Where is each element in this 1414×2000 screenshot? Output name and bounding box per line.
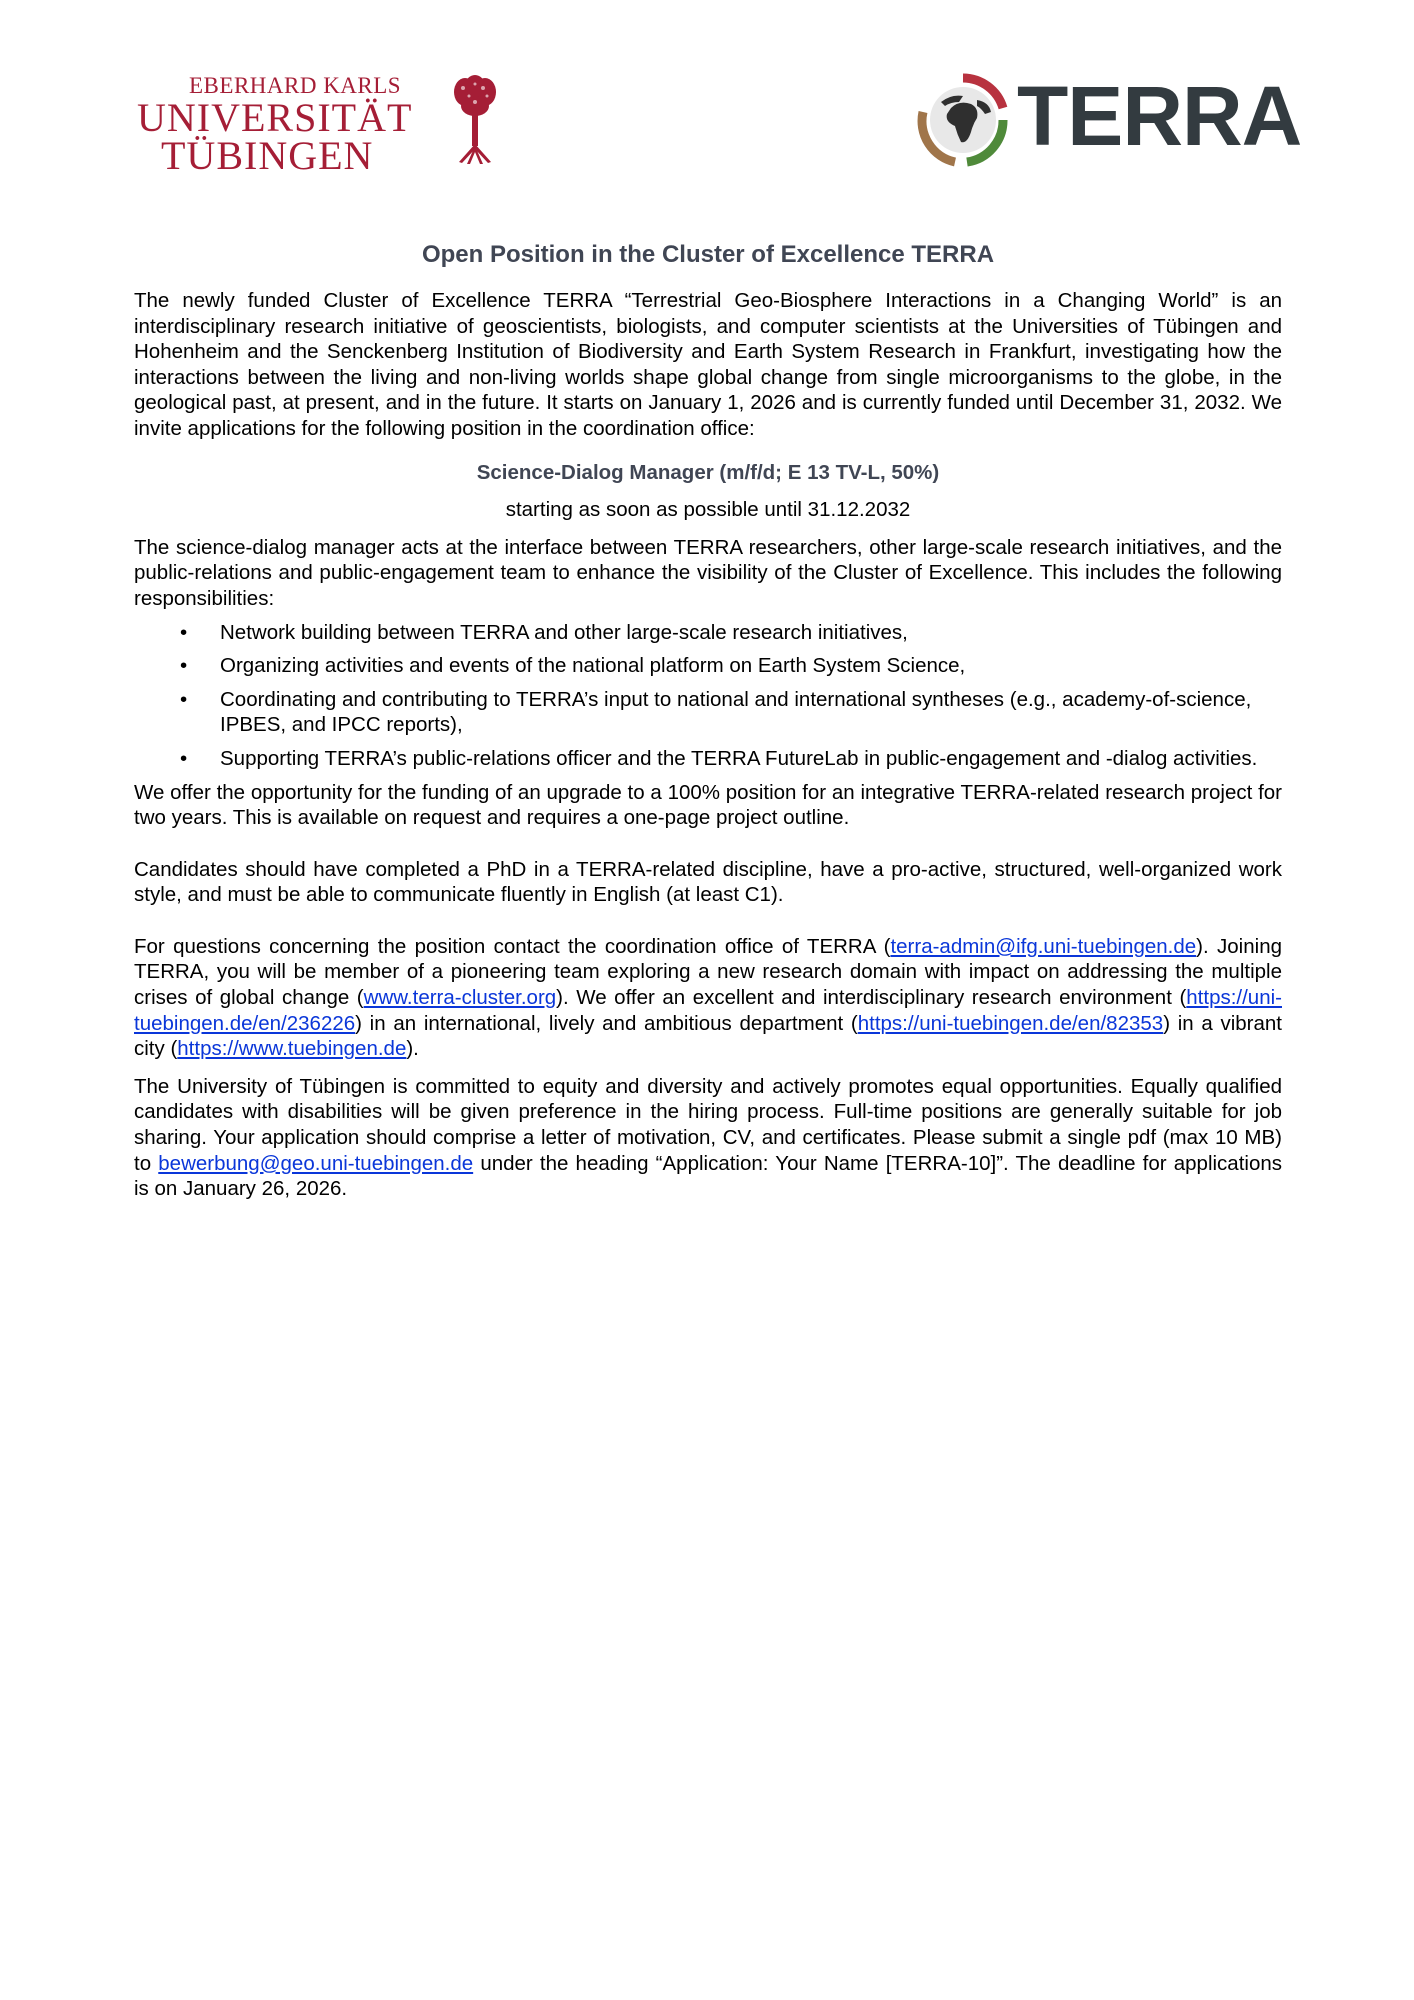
offer-paragraph: We offer the opportunity for the funding of an upgrade to a 100% position for an integrative TERRA-related research project for two years. This is available on request and requires a one-page project outline. xyxy=(134,780,1282,830)
contact-text: For questions concerning the position contact the coordination office of TERRA ( xyxy=(134,934,891,958)
job-posting xyxy=(134,240,1282,1202)
position-title: Science-Dialog Manager (m/f/d; E 13 TV-L, 50%) xyxy=(476,460,940,484)
terra-wordmark: TERRA xyxy=(1017,69,1302,163)
list-item-text: Network building between TERRA and other large-scale research initiatives, xyxy=(220,620,908,644)
list-item-text: Organizing activities and events of the national platform on Earth System Science, xyxy=(220,654,966,678)
research-environment-link[interactable]: https://uni-tuebingen.de/en/236226 xyxy=(134,986,1282,1035)
list-item-text: Coordinating and contributing to TERRA’s input to national and international syntheses (e.g., academy-of-science, IPBES, and IPCC reports), xyxy=(220,687,1252,737)
contact-text: ). Joining TERRA, you will be member of a pioneering team exploring a new research domain with impact on addressing the multiple crises of global change ( xyxy=(134,934,1282,1010)
contact-text: ) in a vibrant city ( xyxy=(134,1011,1282,1061)
contact-text: ). We offer an excellent and interdisciplinary research environment ( xyxy=(556,986,1187,1010)
contact-text: ) in an international, lively and ambitious department ( xyxy=(355,1011,858,1035)
contact-email-link[interactable]: terra-admin@ifg.uni-tuebingen.de xyxy=(890,934,1197,958)
list-item xyxy=(134,653,1282,679)
list-item xyxy=(134,687,1282,738)
bullet-icon: • xyxy=(180,654,188,678)
university-logo-line2: UNIVERSITÄT xyxy=(137,95,413,140)
city-link[interactable]: https://www.tuebingen.de xyxy=(177,1037,407,1061)
closing-text: The University of Tübingen is committed to equity and diversity and actively promotes equal opportunities. Equally qualified candidates with disabilities will be given preference in the hiring process. Full-time positions are generally suitable for job sharing. Your application should comprise a letter of motivation, CV, and certificates. Please submit a single pdf (max 10 MB) to xyxy=(134,1074,1282,1175)
intro-paragraph: The newly funded Cluster of Excellence TERRA “Terrestrial Geo-Biosphere Interactions in a Changing World” is an interdisciplinary research initiative of geoscientists, biologists, and computer scientists at the Universities of Tübingen and Hohenheim and the Senckenberg Institution of Biodiversity and Earth System Research in Frankfurt, investigating how the interactions between the living and non-living worlds shape global change from single microorganisms to the globe, in the geological past, at present, and in the future. It starts on January 1, 2026 and is currently funded until December 31, 2032. We invite applications for the following position in the coordination office: xyxy=(134,289,1282,440)
cluster-website-link[interactable]: www.terra-cluster.org xyxy=(363,986,557,1010)
list-item xyxy=(134,620,1282,646)
university-logo xyxy=(137,62,507,178)
page-title: Open Position in the Cluster of Excellence TERRA xyxy=(421,241,995,268)
university-logo-line1: EBERHARD KARLS xyxy=(189,73,402,98)
bullet-icon: • xyxy=(180,687,188,711)
tree-icon xyxy=(453,74,497,166)
terra-logo xyxy=(915,69,1302,172)
application-email-link[interactable]: bewerbung@geo.uni-tuebingen.de xyxy=(158,1151,474,1175)
bullet-icon: • xyxy=(180,620,188,644)
responsibilities-list xyxy=(134,620,1282,772)
requirements-paragraph: Candidates should have completed a PhD in a TERRA-related discipline, have a pro-active, structured, well-organized work style, and must be able to communicate fluently in English (at least C1). xyxy=(134,857,1282,907)
closing-paragraph xyxy=(134,1074,1282,1202)
contact-paragraph xyxy=(134,934,1282,1062)
role-description: The science-dialog manager acts at the interface between TERRA researchers, other large-scale research initiatives, and the public-relations and public-engagement team to enhance the visibility of the Cluster of Excellence. This includes the following responsibilities: xyxy=(134,535,1282,610)
university-logo-line3: TÜBINGEN xyxy=(161,133,374,178)
list-item xyxy=(134,746,1282,772)
list-item-text: Supporting TERRA’s public-relations officer and the TERRA FutureLab in public-engagement and -dialog activities. xyxy=(220,746,1258,770)
contact-text: ). xyxy=(406,1037,419,1061)
bullet-icon: • xyxy=(180,746,188,770)
globe-icon xyxy=(915,72,1011,168)
department-link[interactable]: https://uni-tuebingen.de/en/82353 xyxy=(857,1011,1164,1035)
position-period: starting as soon as possible until 31.12.2032 xyxy=(505,498,911,522)
closing-text: under the heading “Application: Your Name [TERRA-10]”. The deadline for applications is on January 26, 2026. xyxy=(134,1151,1283,1201)
